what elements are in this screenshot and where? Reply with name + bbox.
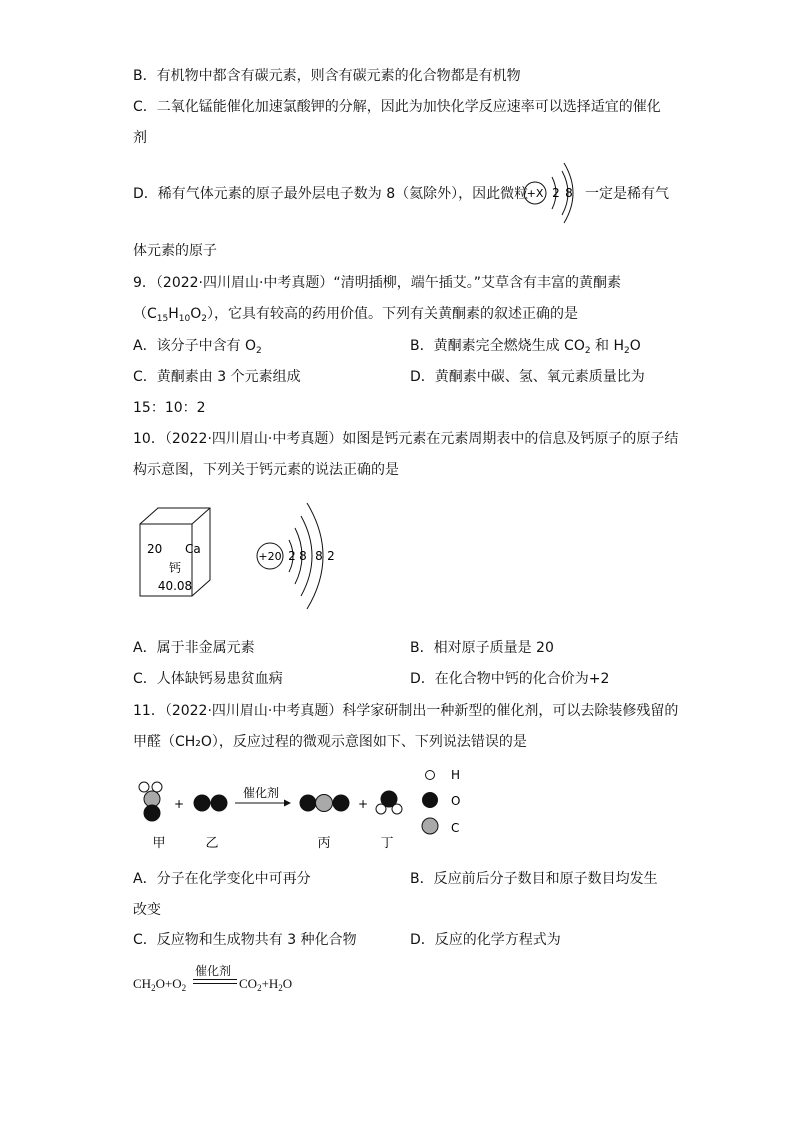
q10-option-c: C．人体缺钙易患贫血病: [133, 671, 283, 687]
label-yi: 乙: [205, 836, 219, 851]
q9-stem-line1: 9．（2022·四川眉山·中考真题）“清明插柳，端午插艾。”艾草含有丰富的黄酮素: [133, 275, 621, 291]
q9-option-d: D．黄酮素中碳、氢、氧元素质量比为: [410, 369, 645, 385]
q9-option-b: B．黄酮素完全燃烧生成 $CO_2$ 和 $H_2O$: [410, 338, 641, 356]
q10-stem-line2: 构示意图，下列关于钙元素的说法正确的是: [133, 462, 399, 478]
atomic-mass: 40.08: [157, 579, 193, 593]
plus-sign-2: +: [357, 797, 369, 811]
ion-shell1-count: 2: [552, 186, 560, 200]
q9-option-d-line2: 15：10：2: [133, 400, 206, 416]
q11-stem-line2: 甲醛（CH₂O），反应过程的微观示意图如下、下列说法错误的是: [133, 734, 527, 750]
calcium-atom-structure: [255, 495, 345, 621]
equation-reactants: $CH_2O+O_2$: [133, 976, 187, 993]
equation-condition: 催化剂: [195, 964, 232, 978]
q11-option-d: D．反应的化学方程式为: [410, 932, 561, 948]
q9-option-c: C．黄酮素由 3 个元素组成: [133, 369, 301, 385]
q10-option-a: A．属于非金属元素: [133, 640, 255, 656]
q8-option-c-line2: 剂: [133, 130, 147, 146]
element-name: 钙: [168, 561, 182, 575]
q8-option-b: B．有机物中都含有碳元素，则含有碳元素的化合物都是有机物: [133, 68, 521, 84]
legend-oxygen-label: O: [451, 794, 461, 808]
q8-option-d-part2: 一定是稀有气: [585, 186, 669, 202]
molecule-ding: [376, 791, 402, 815]
ion-shell2-count: 8: [565, 186, 573, 200]
legend-oxygen-marker: [422, 792, 438, 808]
catalyst-label: 催化剂: [242, 786, 280, 800]
legend-hydrogen-marker: [426, 771, 435, 780]
q11-stem-line1: 11．（2022·四川眉山·中考真题）科学家研制出一种新型的催化剂，可以去除装修残留的: [133, 703, 679, 719]
atom-shell4-count: 2: [327, 549, 335, 563]
molecule-bing: [300, 795, 350, 812]
atom-nucleus-label: +20: [258, 550, 282, 563]
q11-option-c: C．反应物和生成物共有 3 种化合物: [133, 932, 357, 948]
q10-option-d: D．在化合物中钙的化合价为+2: [410, 671, 610, 687]
legend-carbon-marker: [422, 818, 438, 834]
ion-nucleus-label: +X: [526, 187, 544, 200]
atom-shell2-count: 8: [299, 549, 307, 563]
legend-hydrogen-label: H: [451, 768, 461, 782]
q10-option-b: B．相对原子质量是 20: [410, 640, 554, 656]
element-symbol: Ca: [185, 542, 201, 556]
legend-carbon-label: C: [451, 821, 460, 835]
label-jia: 甲: [152, 836, 166, 851]
atom-shell3-count: 8: [315, 549, 323, 563]
chemical-equation: [133, 962, 333, 996]
atomic-number: 20: [147, 542, 163, 556]
plus-sign-1: +: [173, 797, 185, 811]
q9-option-a: A．该分子中含有 $O_2$: [133, 338, 262, 356]
molecule-yi: [194, 795, 228, 812]
calcium-element-cell: [138, 506, 213, 605]
q9-stem-line2: $(C_{15}H_{10}O_2)$，它具有较高的药用价值。下列有关黄酮素的叙述正确的是: [133, 306, 578, 324]
atom-shell1-count: 2: [288, 549, 296, 563]
q11-option-b-line2: 改变: [133, 902, 161, 918]
q8-option-d-part1: D．稀有气体元素的原子最外层电子数为 8（氦除外），因此微粒: [133, 186, 529, 202]
q11-option-b: B．反应前后分子数目和原子数目均发生: [410, 871, 658, 887]
q8-option-c-line1: C．二氧化锰能催化加速氯酸钾的分解，因此为加快化学反应速率可以选择适宜的催化: [133, 99, 661, 115]
label-bing: 丙: [317, 836, 331, 851]
reaction-micro-diagram: [133, 764, 483, 860]
equation-equals-sign: [193, 979, 237, 984]
molecule-jia: [139, 782, 162, 821]
equation-products: $CO_2+H_2O$: [239, 976, 293, 993]
q10-stem-line1: 10．（2022·四川眉山·中考真题）如图是钙元素在元素周期表中的信息及钙原子的原子结: [133, 431, 679, 447]
q8-option-d-line2: 体元素的原子: [133, 243, 217, 259]
q11-option-a: A．分子在化学变化中可再分: [133, 871, 311, 887]
label-ding: 丁: [380, 836, 394, 851]
